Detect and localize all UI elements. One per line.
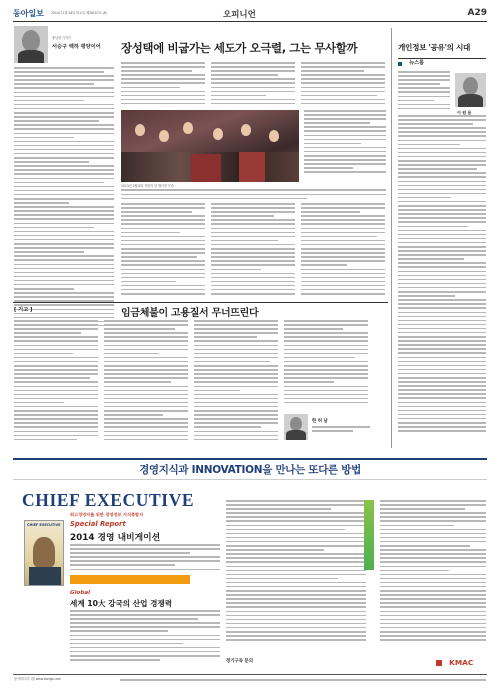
section-title: 오피니언 <box>223 10 256 20</box>
kmac-logo-mark <box>436 660 442 666</box>
ad-logo: CHIEF EXECUTIVE <box>22 490 195 510</box>
special-report-text <box>70 544 220 573</box>
contribution-byline: 한 허 남 <box>312 419 328 424</box>
masthead: 동아일보 <box>13 9 44 18</box>
photo-caption: 2013년 2월 8일 북한의 한 행사장 모습 <box>121 184 174 188</box>
footer-lines <box>120 679 486 683</box>
special-report-label: Special Report <box>70 520 126 528</box>
magazine-cover <box>24 520 64 586</box>
contribution-label: [ 기고 ] <box>14 307 33 313</box>
contribution-text-col4 <box>284 320 368 406</box>
ad-banner <box>13 458 487 480</box>
subscribe-label: 정기구독 문의 <box>226 659 253 664</box>
ad-subtitle: 최고경영자를 위한 경영정보 지식종합지 <box>70 512 144 517</box>
page-header <box>13 8 487 20</box>
global-text <box>70 610 220 663</box>
global-label: Global <box>70 590 91 596</box>
article-text-col2 <box>211 62 295 107</box>
page-number: A29 <box>467 8 487 18</box>
side-column-badge <box>398 58 486 67</box>
footer-text: 동아미디어그룹 www.donga.com <box>14 677 61 681</box>
columnist-photo <box>14 26 48 63</box>
newsroom-label: 뉴스룸 <box>409 60 425 66</box>
footer-rule <box>13 674 487 675</box>
photo-caption-block <box>121 184 386 202</box>
header-rule <box>13 21 487 22</box>
article-text-lower-col1 <box>121 203 205 297</box>
contribution-author-photo <box>284 414 308 440</box>
article-text-lower-col3 <box>301 203 385 297</box>
special-report-title: 2014 경영 내비게이션 <box>70 533 161 543</box>
news-photo <box>121 110 299 182</box>
side-column-text-top <box>398 71 450 112</box>
columnist-name: 서승구 백하 평양이어 <box>52 44 101 50</box>
kmac-logo-text: KMAC <box>449 658 474 667</box>
side-column-byline: 이 원 용 <box>457 110 472 115</box>
contribution-text-col2 <box>104 320 188 443</box>
column-text-left <box>14 67 114 329</box>
section-rule <box>13 302 388 303</box>
article-text-col1 <box>121 62 205 107</box>
ad-right-text <box>380 500 486 643</box>
green-accent-strip <box>364 500 374 570</box>
contribution-text-col1 <box>14 320 98 443</box>
contribution-byline-lines <box>312 426 370 434</box>
contribution-text-col3 <box>194 320 278 443</box>
columnist-caption: 충남대 기자가 <box>52 36 71 40</box>
article-text-right-photo <box>304 110 386 176</box>
main-headline: 장성택에 비굽가는 세도가 오극렬, 그는 무사할까 <box>121 41 358 55</box>
cover-title: CHIEF EXECUTIVE <box>27 523 61 527</box>
portrait <box>22 30 40 52</box>
orange-callout <box>70 575 190 584</box>
date-line: 2014년 1월 28일 화요일 제28157호 (8) <box>51 11 107 15</box>
side-column-divider <box>391 28 392 448</box>
article-text-lower-col2 <box>211 203 295 297</box>
article-text-col3 <box>301 62 385 107</box>
kmac-logo <box>436 658 486 668</box>
contribution-headline: 임금체불이 고용질서 무너뜨린다 <box>121 308 259 319</box>
ad-middle-text <box>226 500 366 643</box>
side-column-text <box>398 115 486 434</box>
global-title: 세계 10大 강국의 산업 경쟁력 <box>70 599 173 608</box>
side-column-title: 개인정보 '공유'의 시대 <box>398 43 471 52</box>
side-column-photo <box>455 73 486 107</box>
newsroom-icon <box>398 62 402 66</box>
ad-banner-text: 경영지식과 INNOVATION을 만나는 또다른 방법 <box>139 464 361 476</box>
